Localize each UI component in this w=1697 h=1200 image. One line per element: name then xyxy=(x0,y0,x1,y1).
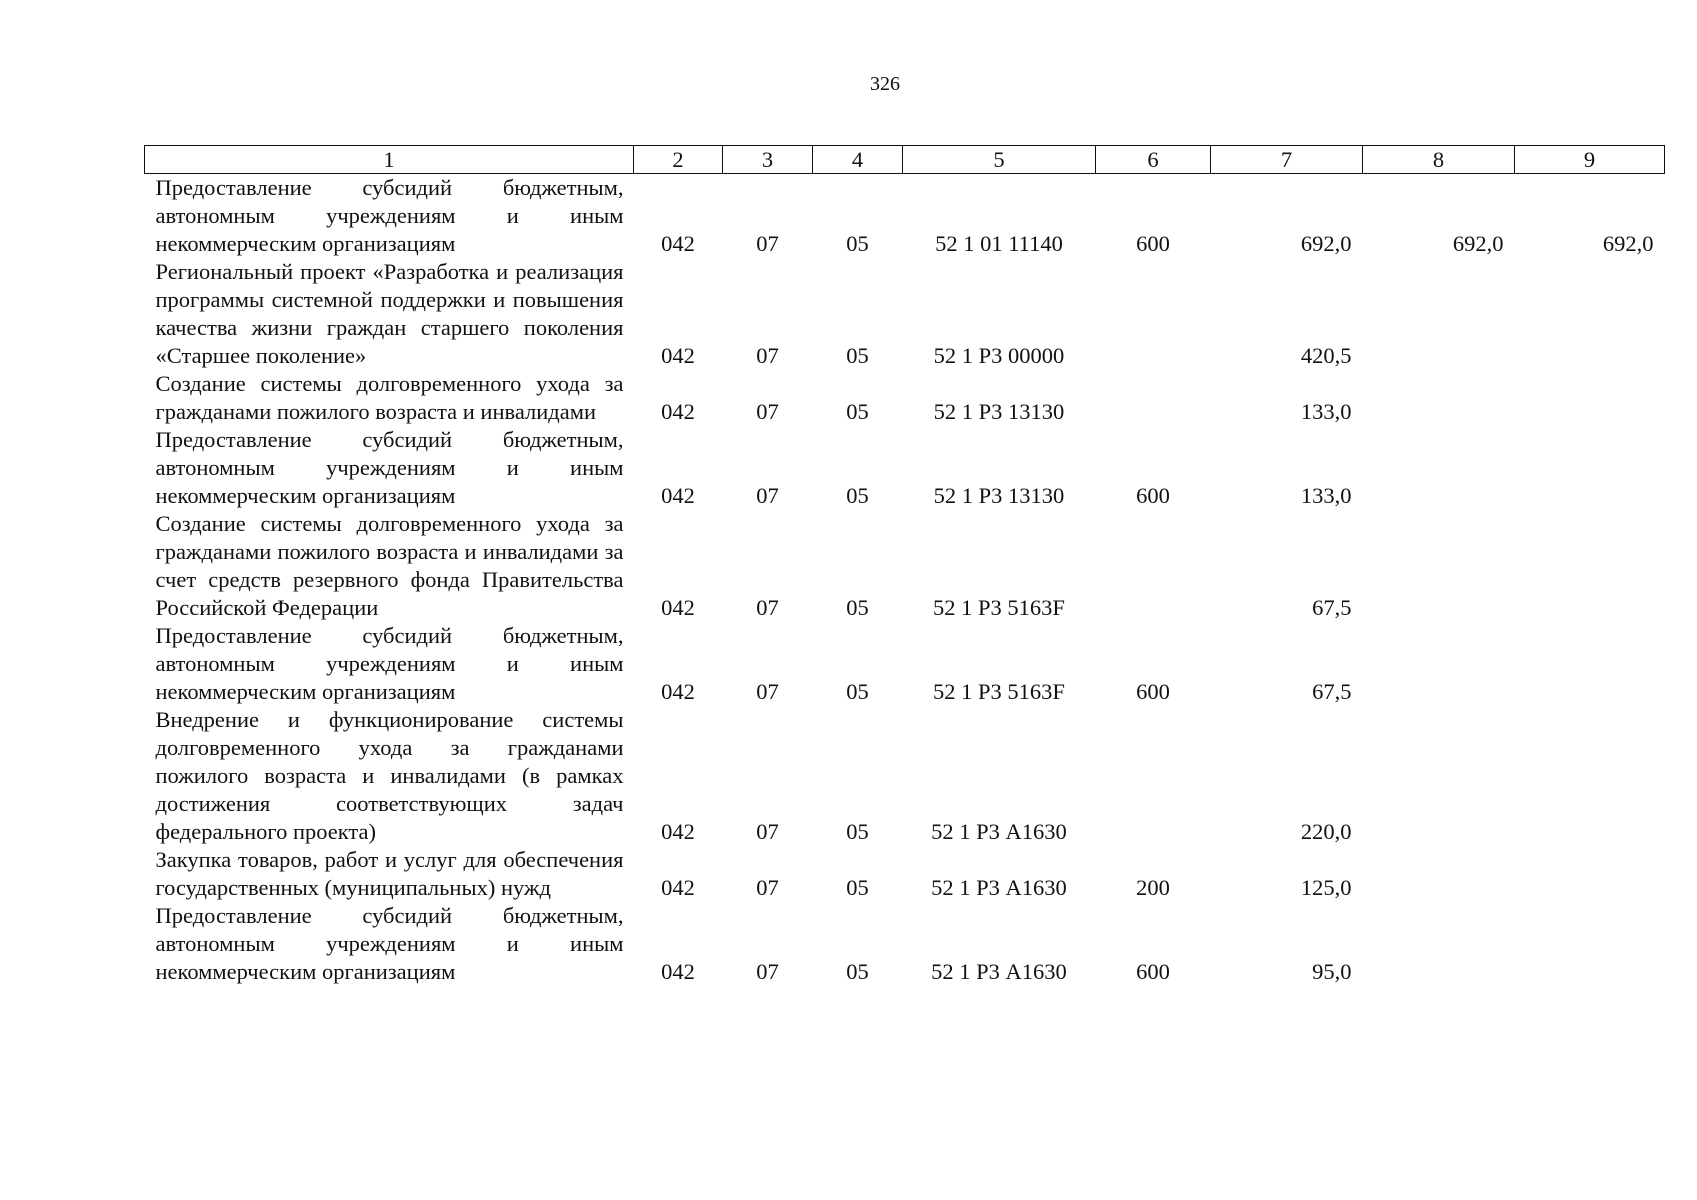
row-expense-type: 200 xyxy=(1136,875,1170,900)
row-description: Закупка товаров, работ и услуг для обеспечения государственных (муниципальных) нужд xyxy=(155,847,624,900)
table-header xyxy=(145,146,1665,174)
row-code-2: 042 xyxy=(661,959,695,984)
table-row xyxy=(145,370,1665,426)
column-header-2: 2 xyxy=(634,146,723,174)
row-expense-type: 600 xyxy=(1136,483,1170,508)
row-amount-7: 133,0 xyxy=(1300,483,1352,508)
column-header-1: 1 xyxy=(145,146,634,174)
row-amount-7: 133,0 xyxy=(1300,399,1352,424)
row-target-article: 52 1 Р3 5163F xyxy=(933,595,1065,620)
row-amount-7: 220,0 xyxy=(1300,819,1352,844)
row-description: Создание системы долговременного ухода за гражданами пожилого возраста и инвалидами за счет средств резервного фонда Правительства Российской Федерации xyxy=(155,511,624,620)
row-code-4: 05 xyxy=(846,959,869,984)
row-code-2: 042 xyxy=(661,231,695,256)
column-header-6: 6 xyxy=(1096,146,1211,174)
row-amount-8 xyxy=(1363,258,1515,370)
table-body xyxy=(145,174,1665,987)
row-amount-8 xyxy=(1363,902,1515,986)
row-description: Внедрение и функционирование системы долговременного ухода за гражданами пожилого возраста и инвалидами (в рамках достижения соответствующих задач федерального проекта) xyxy=(155,707,624,844)
row-expense-type: 600 xyxy=(1136,231,1170,256)
row-amount-7: 125,0 xyxy=(1300,875,1352,900)
row-amount-8 xyxy=(1363,426,1515,510)
row-target-article: 52 1 Р3 13130 xyxy=(933,483,1065,508)
row-code-3: 07 xyxy=(756,231,779,256)
row-code-3: 07 xyxy=(756,595,779,620)
row-code-3: 07 xyxy=(756,483,779,508)
row-code-2: 042 xyxy=(661,819,695,844)
page-number: 326 xyxy=(870,73,900,95)
row-amount-7: 420,5 xyxy=(1300,343,1352,368)
row-code-4: 05 xyxy=(846,819,869,844)
row-code-4: 05 xyxy=(846,343,869,368)
row-code-2: 042 xyxy=(661,679,695,704)
column-header-7: 7 xyxy=(1211,146,1363,174)
row-amount-7: 95,0 xyxy=(1312,959,1352,984)
row-amount-9 xyxy=(1515,258,1665,370)
row-amount-8 xyxy=(1363,370,1515,426)
row-target-article: 52 1 Р3 00000 xyxy=(933,343,1065,368)
row-amount-9 xyxy=(1515,706,1665,846)
row-code-4: 05 xyxy=(846,595,869,620)
column-header-8: 8 xyxy=(1363,146,1515,174)
row-description: Предоставление субсидий бюджетным, автономным учреждениям и иным некоммерческим организациям xyxy=(155,175,624,256)
row-code-4: 05 xyxy=(846,231,869,256)
row-code-3: 07 xyxy=(756,679,779,704)
row-amount-9 xyxy=(1515,426,1665,510)
column-header-3: 3 xyxy=(723,146,813,174)
row-expense-type xyxy=(1096,370,1211,426)
row-code-3: 07 xyxy=(756,819,779,844)
row-description: Создание системы долговременного ухода за гражданами пожилого возраста и инвалидами xyxy=(155,371,624,424)
row-code-2: 042 xyxy=(661,483,695,508)
row-amount-8 xyxy=(1363,706,1515,846)
table-row xyxy=(145,510,1665,622)
table-row xyxy=(145,258,1665,370)
row-target-article: 52 1 01 11140 xyxy=(935,231,1063,256)
row-amount-8 xyxy=(1363,846,1515,902)
row-code-3: 07 xyxy=(756,343,779,368)
row-amount-9 xyxy=(1515,510,1665,622)
row-description: Предоставление субсидий бюджетным, автономным учреждениям и иным некоммерческим организациям xyxy=(155,623,624,704)
row-amount-7: 692,0 xyxy=(1300,231,1352,256)
table-row xyxy=(145,174,1665,259)
column-header-9: 9 xyxy=(1515,146,1665,174)
column-header-4: 4 xyxy=(813,146,903,174)
row-code-2: 042 xyxy=(661,875,695,900)
row-amount-9 xyxy=(1515,370,1665,426)
row-amount-9 xyxy=(1515,902,1665,986)
column-header-5: 5 xyxy=(903,146,1096,174)
row-expense-type xyxy=(1096,510,1211,622)
row-target-article: 52 1 Р3 А1630 xyxy=(931,959,1067,984)
row-code-4: 05 xyxy=(846,679,869,704)
row-code-4: 05 xyxy=(846,483,869,508)
table-row xyxy=(145,622,1665,706)
row-amount-9 xyxy=(1515,846,1665,902)
row-target-article: 52 1 Р3 А1630 xyxy=(931,819,1067,844)
row-amount-7: 67,5 xyxy=(1312,679,1352,704)
row-code-3: 07 xyxy=(756,399,779,424)
row-target-article: 52 1 Р3 5163F xyxy=(933,679,1065,704)
row-code-3: 07 xyxy=(756,959,779,984)
table-row xyxy=(145,706,1665,846)
row-amount-9: 692,0 xyxy=(1602,231,1654,256)
row-amount-8: 692,0 xyxy=(1452,231,1504,256)
row-expense-type: 600 xyxy=(1136,959,1170,984)
table-row xyxy=(145,846,1665,902)
table-row xyxy=(145,902,1665,986)
row-target-article: 52 1 Р3 А1630 xyxy=(931,875,1067,900)
row-expense-type xyxy=(1096,258,1211,370)
row-code-2: 042 xyxy=(661,343,695,368)
row-code-3: 07 xyxy=(756,875,779,900)
row-description: Региональный проект «Разработка и реализация программы системной поддержки и повышения качества жизни граждан старшего поколения «Старшее поколение» xyxy=(155,259,624,368)
row-amount-8 xyxy=(1363,510,1515,622)
table-row xyxy=(145,426,1665,510)
row-amount-7: 67,5 xyxy=(1312,595,1352,620)
row-code-2: 042 xyxy=(661,399,695,424)
budget-table xyxy=(144,145,1665,986)
row-description: Предоставление субсидий бюджетным, автономным учреждениям и иным некоммерческим организациям xyxy=(155,903,624,984)
row-description: Предоставление субсидий бюджетным, автономным учреждениям и иным некоммерческим организациям xyxy=(155,427,624,508)
row-target-article: 52 1 Р3 13130 xyxy=(933,399,1065,424)
row-expense-type: 600 xyxy=(1136,679,1170,704)
row-code-4: 05 xyxy=(846,875,869,900)
row-expense-type xyxy=(1096,706,1211,846)
row-amount-8 xyxy=(1363,622,1515,706)
row-amount-9 xyxy=(1515,622,1665,706)
row-code-4: 05 xyxy=(846,399,869,424)
row-code-2: 042 xyxy=(661,595,695,620)
